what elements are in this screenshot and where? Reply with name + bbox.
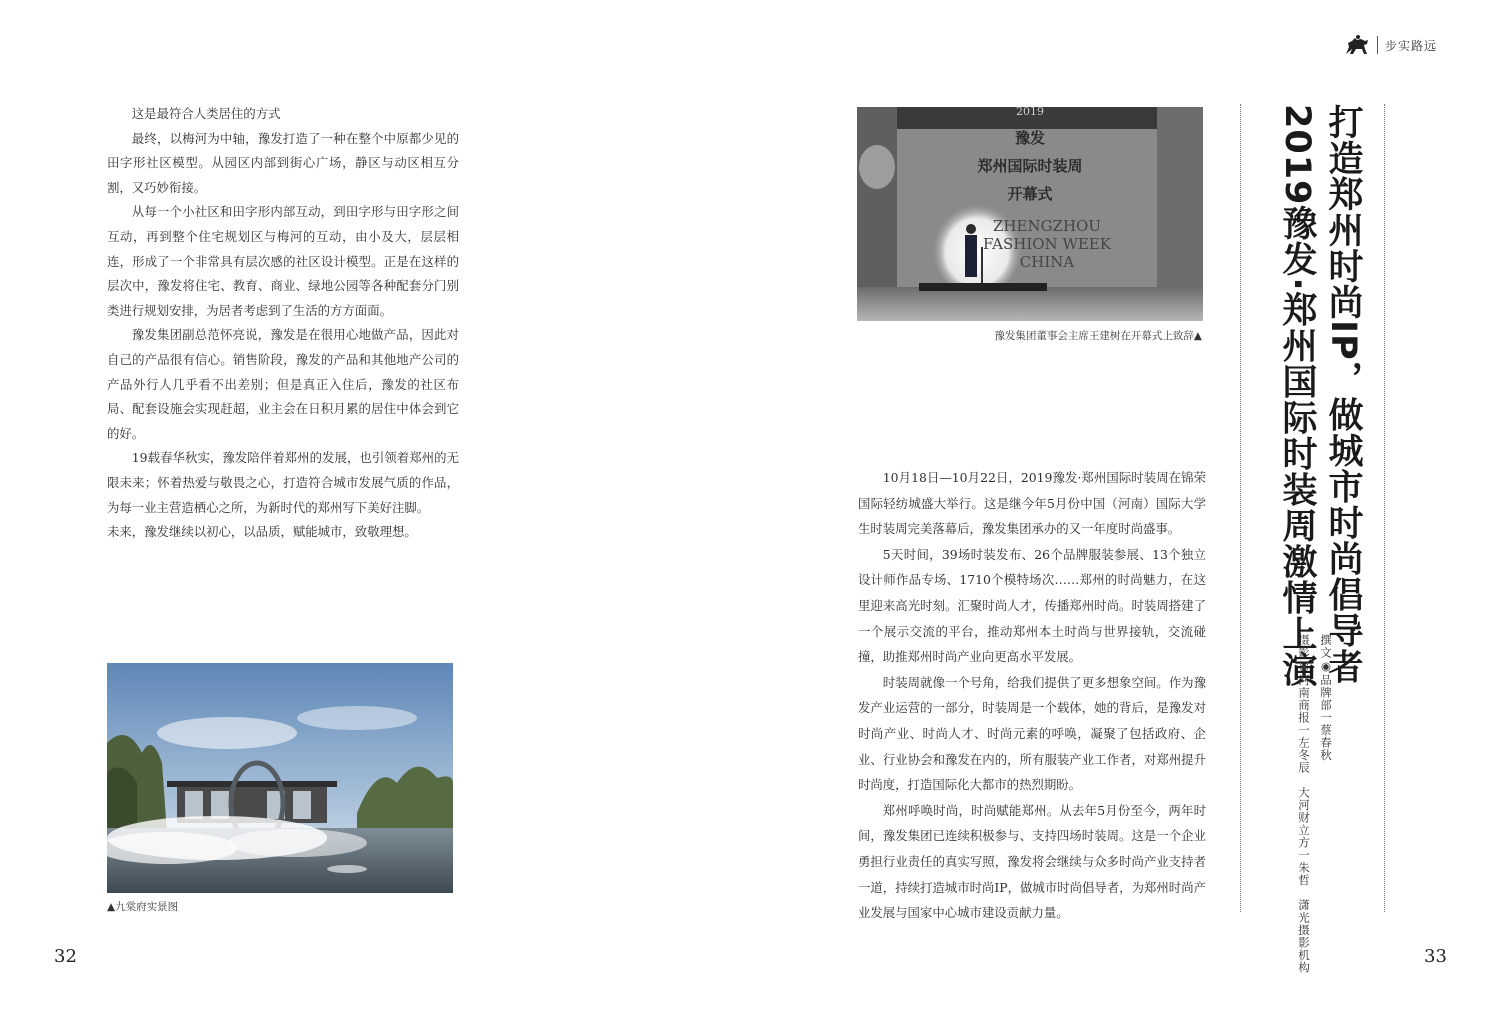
paragraph: 豫发集团副总范怀亮说，豫发是在很用心地做产品，因此对自己的产品很有信心。销售阶段，豫发的产品和其他地产公司的产品外行人几乎看不出差别；但是真正入住后，豫发的社区布局、配套设施会实现赶超，业主会在日积月累的居住中体会到它的好。	[107, 327, 459, 441]
garden-photo-caption: ▲九棠府实景图	[107, 901, 179, 913]
horse-rider-icon	[1343, 34, 1371, 56]
right-body-text	[858, 465, 1206, 926]
paragraph: 未来，豫发继续以初心，以品质，赋能城市，致敬理想。	[107, 524, 417, 540]
page-number-right: 33	[1424, 946, 1447, 967]
paragraph: 5天时间，39场时装发布、26个品牌服装参展、13个独立设计师作品专场、1710个模特场次……郑州的时尚魅力，在这里迎来高光时刻。汇聚时尚人才，传播郑州时尚。时装周搭建了一个展示交流的平台，推动郑州本土时尚与世界接轨，交流碰撞，助推郑州时尚产业向更高水平发展。	[858, 546, 1206, 665]
stage-en-line1: ZHENGZHOU	[992, 217, 1102, 235]
paragraph: 从每一个小社区和田字形内部互动，到田字形与田字形之间互动，再到整个住宅规划区与梅河的互动，由小及大，层层相连，形成了一个非常具有层次感的社区设计模型。正是在这样的层次中，豫发将住宅、教育、商业、绿地公园等各种配套分门别类进行规划安排，为居者考虑到了生活的方方面面。	[107, 204, 459, 318]
paragraph: 最终，以梅河为中轴，豫发打造了一种在整个中原都少见的田字形社区模型。从园区内部到街心广场，静区与动区相互分割，又巧妙衔接。	[107, 130, 459, 195]
article-title-line1: 打造郑州时尚IP，做城市时尚倡导者	[1323, 104, 1363, 685]
stage-photo	[857, 107, 1203, 321]
garden-photo	[107, 663, 453, 893]
stage-photo-caption: 豫发集团董事会主席王建树在开幕式上致辞▲	[994, 330, 1202, 342]
left-body-text	[107, 102, 459, 545]
page-number-left: 32	[54, 946, 77, 967]
stage-brand: 豫发	[1014, 129, 1046, 147]
stage-event: 郑州国际时装周	[977, 157, 1083, 175]
paragraph: 19载春华秋实，豫发陪伴着郑州的发展，也引领着郑州的无限未来；怀着热爱与敬畏之心，打造符合城市发展气质的作品，为每一业主营造栖心之所，为新时代的郑州写下美好注脚。	[107, 450, 459, 515]
photo-credit: 摄影◉河南商报一左冬辰 大河财立方一朱哲 潇光摄影机构	[1297, 634, 1311, 974]
stage-en-line3: CHINA	[1019, 253, 1075, 271]
title-rule-left	[1240, 104, 1241, 912]
title-rule-right	[1384, 104, 1385, 912]
stage-year: 2019	[1016, 107, 1044, 118]
paragraph: 时装周就像一个号角，给我们提供了更多想象空间。作为豫发产业运营的一部分，时装周是一个载体，她的背后，是豫发对时尚产业、时尚人才、时尚元素的呼唤，凝聚了包括政府、企业、行业协会和豫发在内的，所有服装产业工作者，对郑州提升时尚度，打造国际化大都市的热烈期盼。	[858, 674, 1206, 793]
article-title-line2: 2019豫发·郑州国际时装周激情上演	[1277, 104, 1317, 688]
header-divider	[1377, 36, 1378, 54]
writer-credit: 撰文◉品牌部一蔡春秋	[1319, 634, 1333, 762]
paragraph: 郑州呼唤时尚，时尚赋能郑州。从去年5月份至今，两年时间，豫发集团已连续积极参与、支持四场时装周。这是一个企业勇担行业责任的真实写照，豫发将会继续与众多时尚产业支持者一道，持续打造城市时尚IP，做城市时尚倡导者，为郑州时尚产业发展与国家中心城市建设贡献力量。	[858, 802, 1206, 921]
stage-ceremony: 开幕式	[1007, 185, 1053, 203]
section-title: 步实路远	[1385, 38, 1438, 53]
section-header	[1343, 33, 1437, 57]
stage-en-line2: FASHION WEEK	[983, 235, 1111, 253]
paragraph: 这是最符合人类居住的方式	[131, 106, 281, 121]
paragraph: 10月18日—10月22日，2019豫发·郑州国际时装周在锦荣国际轻纺城盛大举行。这是继今年5月份中国（河南）国际大学生时装周完美落幕后，豫发集团承办的又一年度时尚盛事。	[858, 470, 1206, 537]
